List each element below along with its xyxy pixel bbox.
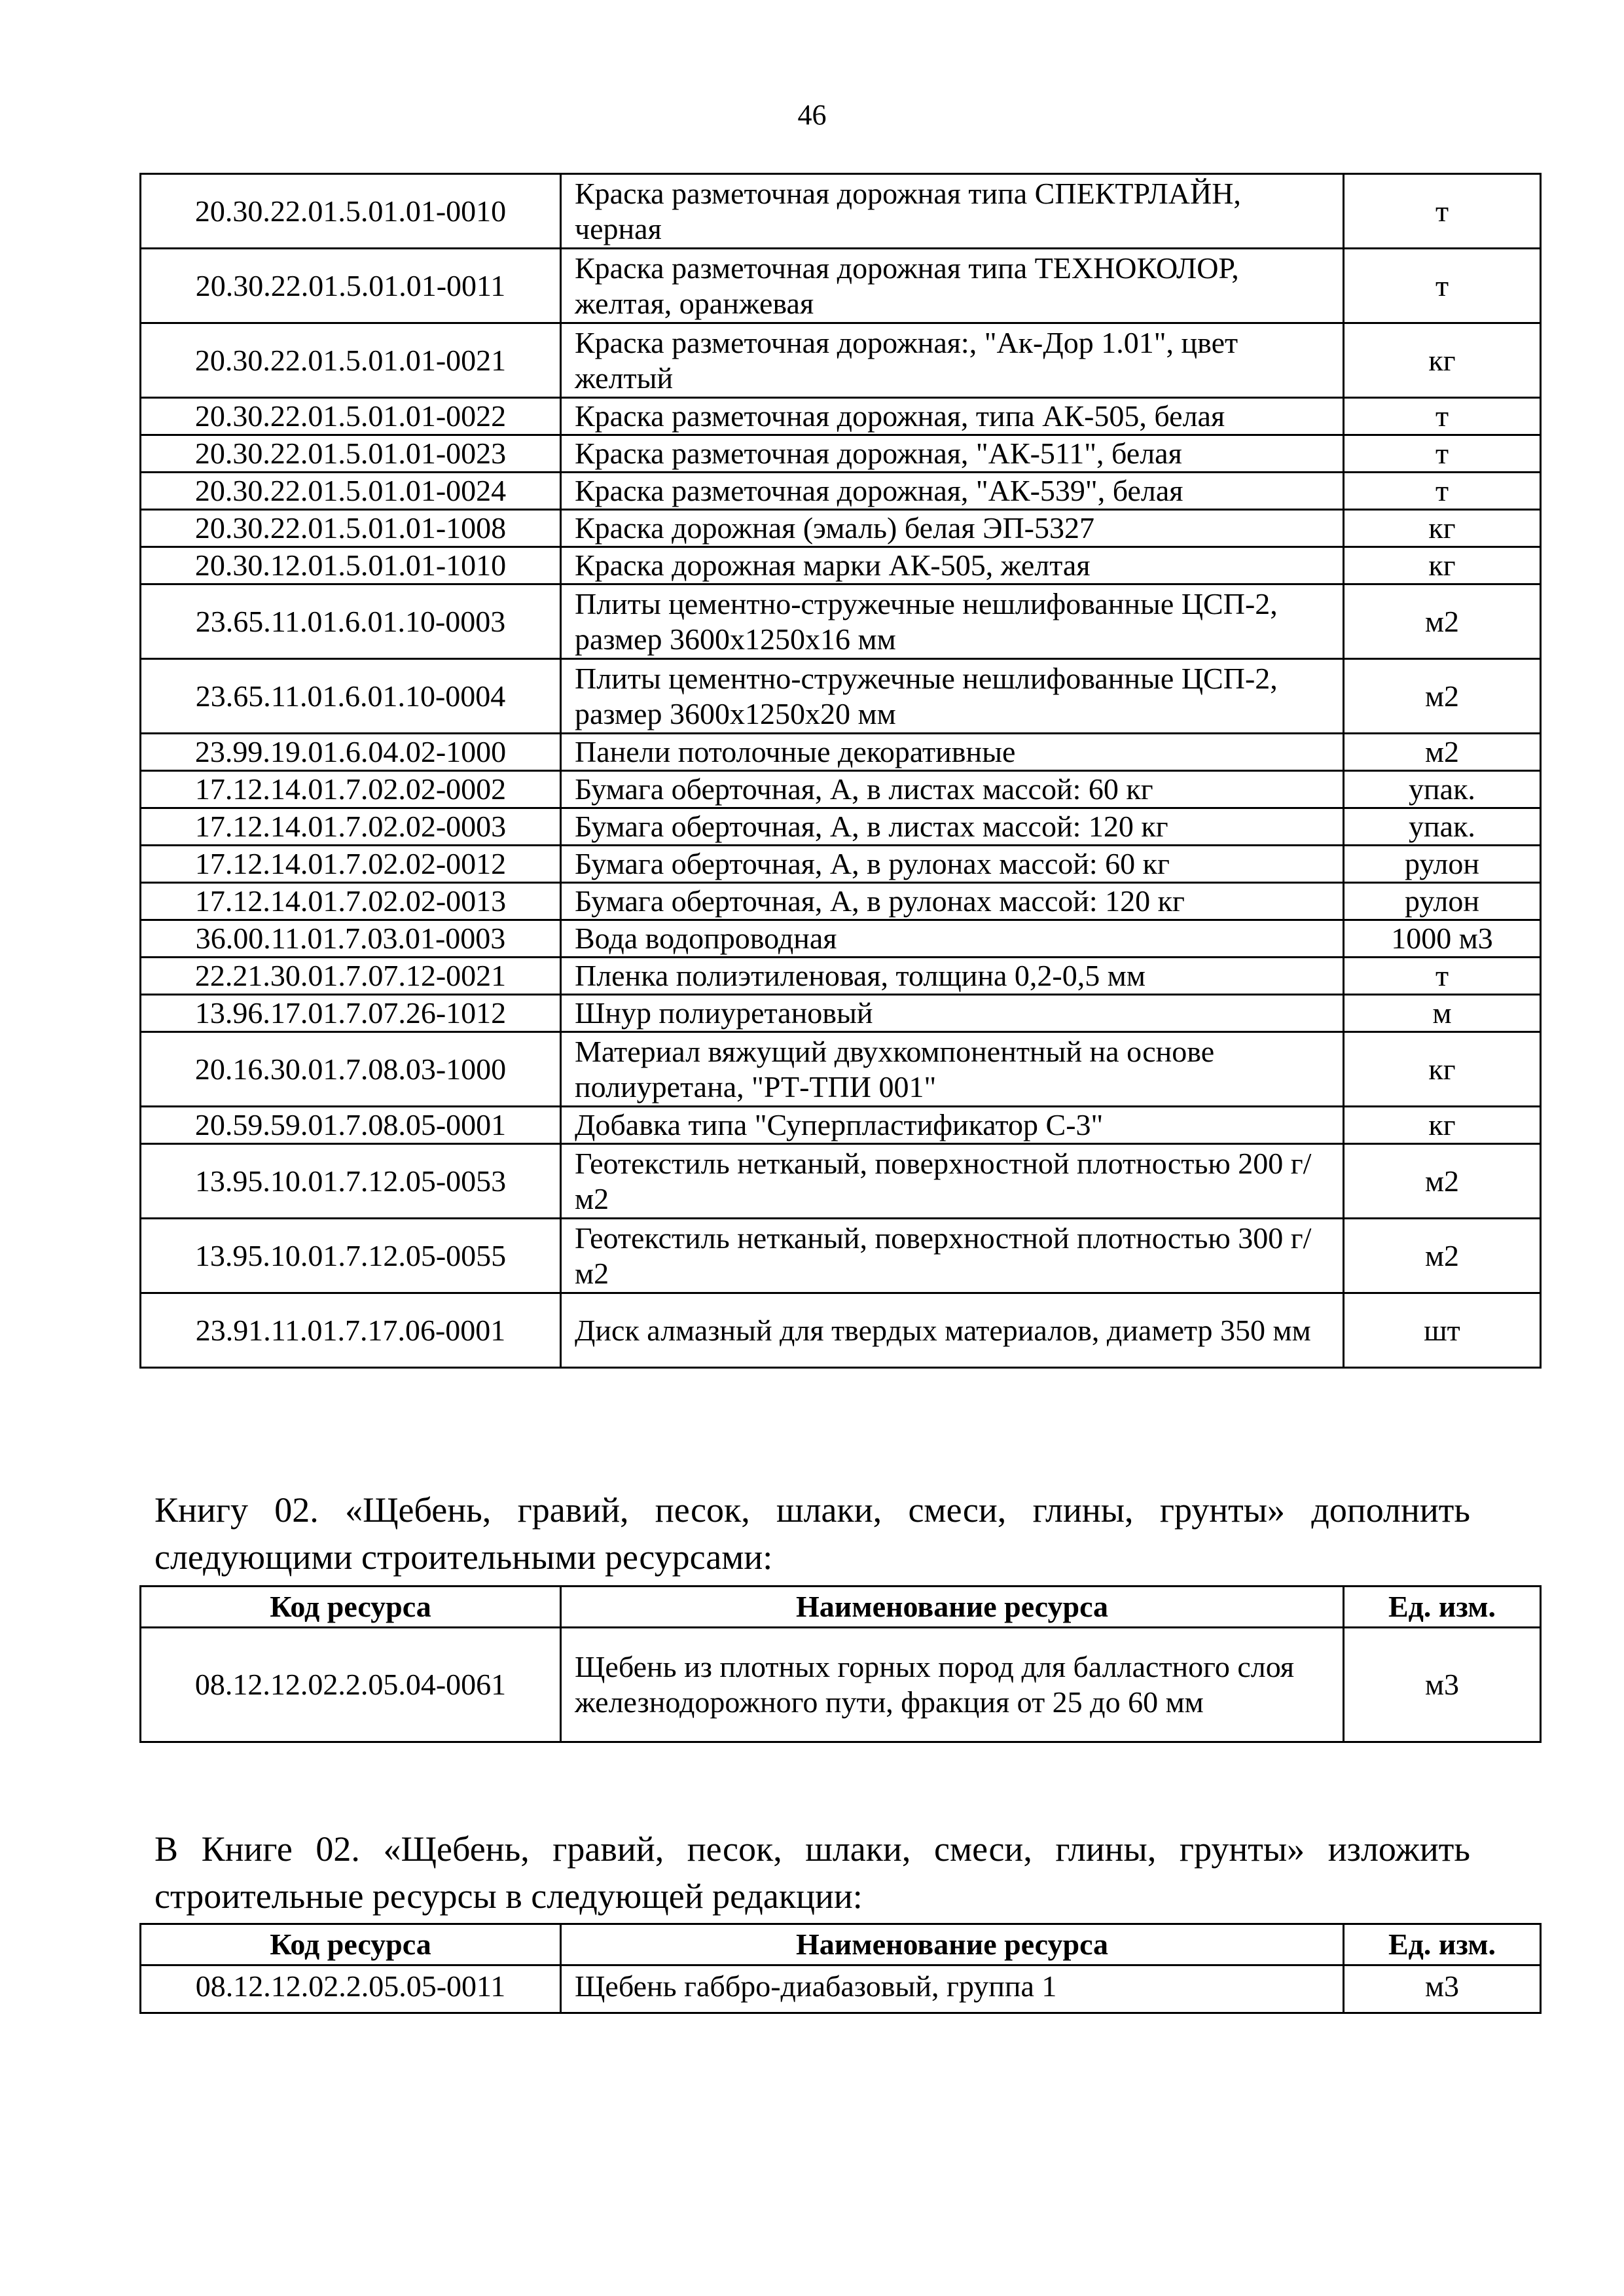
table-row <box>141 659 1541 734</box>
resource-name: Краска разметочная дорожная, "АК-539", белая <box>561 473 1344 510</box>
resource-name: Добавка типа "Суперпластификатор С-3" <box>561 1107 1344 1144</box>
resource-unit: 1000 м3 <box>1344 920 1541 958</box>
table-row <box>141 995 1541 1032</box>
resource-code: 20.59.59.01.7.08.05-0001 <box>141 1107 561 1144</box>
table-row <box>141 734 1541 771</box>
table-row <box>141 920 1541 958</box>
resource-unit: т <box>1344 249 1541 323</box>
table-header <box>141 1924 1541 1965</box>
table-row <box>141 547 1541 584</box>
table-row <box>141 808 1541 846</box>
resource-unit: кг <box>1344 1107 1541 1144</box>
resource-code: 20.30.22.01.5.01.01-0023 <box>141 435 561 473</box>
resource-name: Шнур полиуретановый <box>561 995 1344 1032</box>
resource-code: 13.96.17.01.7.07.26-1012 <box>141 995 561 1032</box>
header-code: Код ресурса <box>141 1924 561 1965</box>
table-row <box>141 1293 1541 1368</box>
resource-name: Бумага оберточная, А, в листах массой: 60 кг <box>561 771 1344 808</box>
resource-name: Краска дорожная марки АК-505, желтая <box>561 547 1344 584</box>
resource-unit: рулон <box>1344 883 1541 920</box>
resource-code: 20.30.22.01.5.01.01-1008 <box>141 510 561 547</box>
resource-name: Вода водопроводная <box>561 920 1344 958</box>
header-name: Наименование ресурса <box>561 1587 1344 1628</box>
resource-name: Щебень габбро-диабазовый, группа 1 <box>561 1965 1344 2013</box>
resource-code: 20.30.12.01.5.01.01-1010 <box>141 547 561 584</box>
resource-code: 13.95.10.01.7.12.05-0053 <box>141 1144 561 1219</box>
resource-name: Бумага оберточная, А, в рулонах массой: 60 кг <box>561 846 1344 883</box>
resource-unit: м <box>1344 995 1541 1032</box>
resource-unit: шт <box>1344 1293 1541 1368</box>
resource-unit: т <box>1344 958 1541 995</box>
resource-name: Щебень из плотных горных пород для балластного слоя железнодорожного пути, фракция от 25 до 60 мм <box>561 1628 1344 1742</box>
resource-unit: м2 <box>1344 1144 1541 1219</box>
resource-name: Бумага оберточная, А, в листах массой: 120 кг <box>561 808 1344 846</box>
table-row <box>141 584 1541 659</box>
resource-table-add <box>139 1585 1542 1743</box>
resource-code: 20.30.22.01.5.01.01-0021 <box>141 323 561 398</box>
resource-unit: кг <box>1344 1032 1541 1107</box>
resource-table-body <box>141 174 1541 1368</box>
resource-code: 23.65.11.01.6.01.10-0003 <box>141 584 561 659</box>
resource-name: Краска разметочная дорожная, "АК-511", белая <box>561 435 1344 473</box>
table-row <box>141 323 1541 398</box>
resource-table-body <box>141 1628 1541 1742</box>
resource-name: Плиты цементно-стружечные нешлифованные ЦСП-2, размер 3600x1250x20 мм <box>561 659 1344 734</box>
instruction-paragraph-edit: В Книге 02. «Щебень, гравий, песок, шлаки, смеси, глины, грунты» изложить строительные ресурсы в следующей редакции: <box>154 1829 1470 1916</box>
resource-name: Плиты цементно-стружечные нешлифованные ЦСП-2, размер 3600x1250x16 мм <box>561 584 1344 659</box>
resource-unit: упак. <box>1344 771 1541 808</box>
resource-name: Геотекстиль нетканый, поверхностной плотностью 200 г/м2 <box>561 1144 1344 1219</box>
resource-code: 17.12.14.01.7.02.02-0003 <box>141 808 561 846</box>
resource-unit: м2 <box>1344 734 1541 771</box>
resource-code: 08.12.12.02.2.05.04-0061 <box>141 1628 561 1742</box>
resource-code: 20.30.22.01.5.01.01-0011 <box>141 249 561 323</box>
resource-unit: м2 <box>1344 659 1541 734</box>
resource-unit: т <box>1344 473 1541 510</box>
resource-unit: м2 <box>1344 1219 1541 1293</box>
resource-code: 23.91.11.01.7.17.06-0001 <box>141 1293 561 1368</box>
resource-unit: м3 <box>1344 1628 1541 1742</box>
table-row <box>141 249 1541 323</box>
resource-code: 17.12.14.01.7.02.02-0013 <box>141 883 561 920</box>
resource-code: 13.95.10.01.7.12.05-0055 <box>141 1219 561 1293</box>
header-name: Наименование ресурса <box>561 1924 1344 1965</box>
resource-unit: упак. <box>1344 808 1541 846</box>
table-row <box>141 473 1541 510</box>
resource-table-edit <box>139 1923 1542 2014</box>
table-row <box>141 174 1541 249</box>
page-number: 46 <box>797 99 827 131</box>
resource-name: Бумага оберточная, А, в рулонах массой: 120 кг <box>561 883 1344 920</box>
resource-code: 23.99.19.01.6.04.02-1000 <box>141 734 561 771</box>
resource-name: Пленка полиэтиленовая, толщина 0,2-0,5 мм <box>561 958 1344 995</box>
resource-code: 17.12.14.01.7.02.02-0002 <box>141 771 561 808</box>
table-row <box>141 510 1541 547</box>
header-row <box>141 1924 1541 1965</box>
resource-unit: т <box>1344 398 1541 435</box>
header-row <box>141 1587 1541 1628</box>
resource-unit: т <box>1344 174 1541 249</box>
resource-name: Геотекстиль нетканый, поверхностной плотностью 300 г/м2 <box>561 1219 1344 1293</box>
resource-name: Панели потолочные декоративные <box>561 734 1344 771</box>
resource-unit: м3 <box>1344 1965 1541 2013</box>
resource-code: 20.16.30.01.7.08.03-1000 <box>141 1032 561 1107</box>
table-row <box>141 1628 1541 1742</box>
resource-name: Краска разметочная дорожная типа ТЕХНОКОЛОР, желтая, оранжевая <box>561 249 1344 323</box>
header-code: Код ресурса <box>141 1587 561 1628</box>
table-row <box>141 398 1541 435</box>
resource-unit: кг <box>1344 510 1541 547</box>
table-row <box>141 1144 1541 1219</box>
table-row <box>141 1107 1541 1144</box>
table-row <box>141 1032 1541 1107</box>
instruction-paragraph-add: Книгу 02. «Щебень, гравий, песок, шлаки, смеси, глины, грунты» дополнить следующими строительными ресурсами: <box>154 1490 1470 1577</box>
resource-code: 20.30.22.01.5.01.01-0022 <box>141 398 561 435</box>
table-row <box>141 1965 1541 2013</box>
resource-unit: м2 <box>1344 584 1541 659</box>
resource-name: Материал вяжущий двухкомпонентный на основе полиуретана, "РТ-ТПИ 001" <box>561 1032 1344 1107</box>
resource-table-continued <box>139 173 1542 1369</box>
header-unit: Ед. изм. <box>1344 1924 1541 1965</box>
table-row <box>141 958 1541 995</box>
table-row <box>141 846 1541 883</box>
resource-unit: кг <box>1344 323 1541 398</box>
resource-unit: кг <box>1344 547 1541 584</box>
resource-code: 20.30.22.01.5.01.01-0010 <box>141 174 561 249</box>
table-row <box>141 883 1541 920</box>
resource-name: Диск алмазный для твердых материалов, диаметр 350 мм <box>561 1293 1344 1368</box>
resource-code: 08.12.12.02.2.05.05-0011 <box>141 1965 561 2013</box>
resource-unit: рулон <box>1344 846 1541 883</box>
resource-code: 22.21.30.01.7.07.12-0021 <box>141 958 561 995</box>
resource-code: 17.12.14.01.7.02.02-0012 <box>141 846 561 883</box>
table-header <box>141 1587 1541 1628</box>
resource-code: 23.65.11.01.6.01.10-0004 <box>141 659 561 734</box>
table-row <box>141 435 1541 473</box>
resource-name: Краска разметочная дорожная, типа АК-505, белая <box>561 398 1344 435</box>
table-row <box>141 1219 1541 1293</box>
resource-table-body <box>141 1965 1541 2013</box>
resource-name: Краска разметочная дорожная:, "Ак-Дор 1.01", цвет желтый <box>561 323 1344 398</box>
resource-unit: т <box>1344 435 1541 473</box>
resource-name: Краска разметочная дорожная типа СПЕКТРЛАЙН, черная <box>561 174 1344 249</box>
resource-code: 20.30.22.01.5.01.01-0024 <box>141 473 561 510</box>
resource-code: 36.00.11.01.7.03.01-0003 <box>141 920 561 958</box>
table-row <box>141 771 1541 808</box>
header-unit: Ед. изм. <box>1344 1587 1541 1628</box>
resource-name: Краска дорожная (эмаль) белая ЭП-5327 <box>561 510 1344 547</box>
